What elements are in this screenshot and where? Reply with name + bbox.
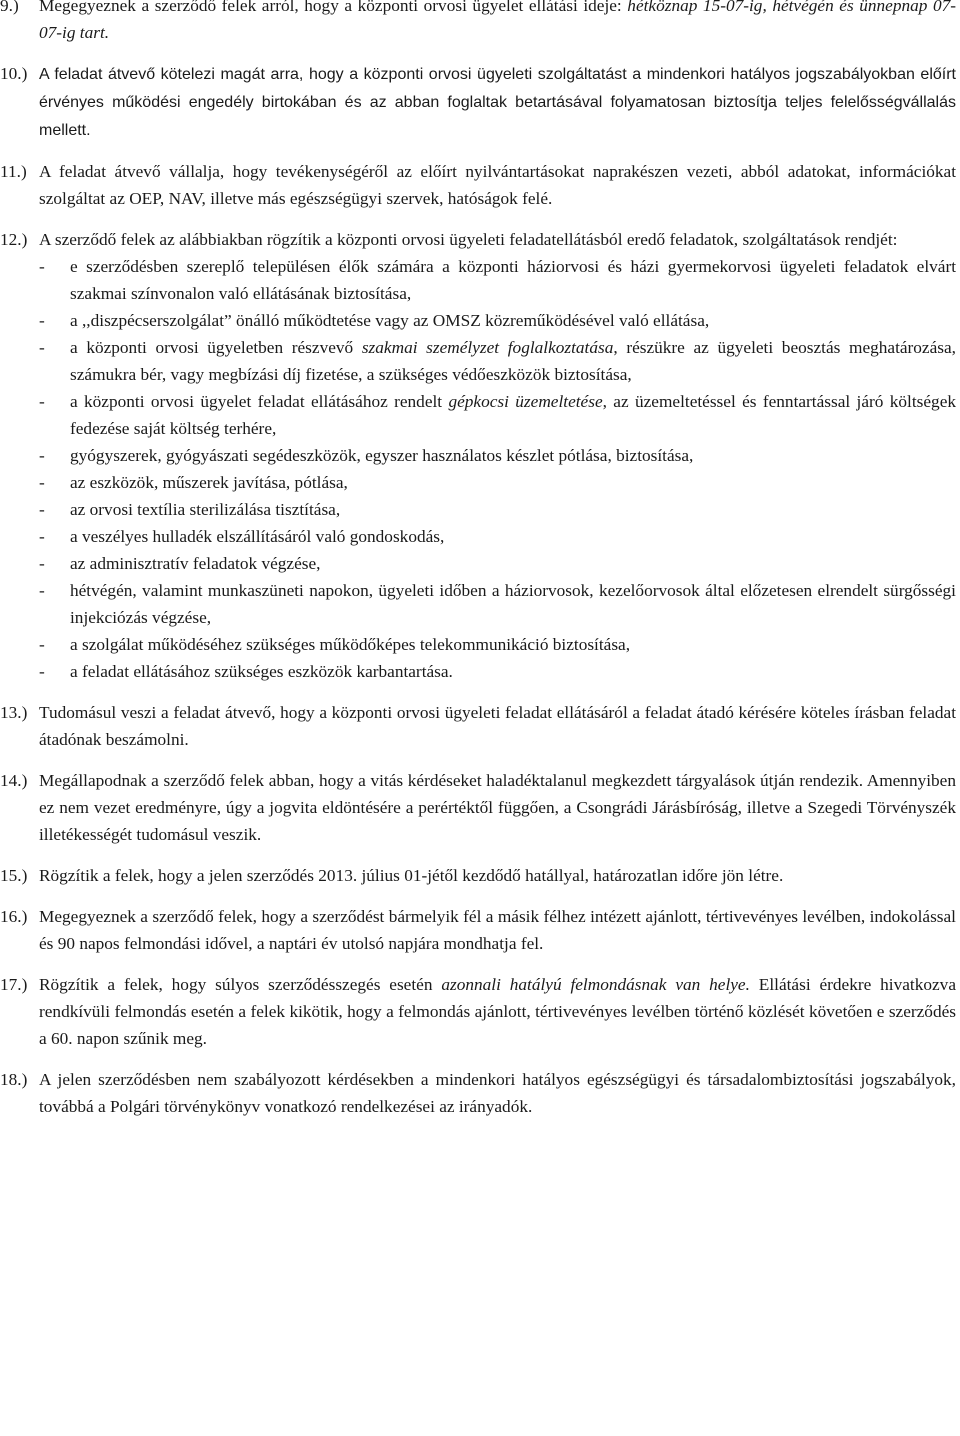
clause-paragraph	[39, 767, 956, 848]
list-dash-marker: -	[39, 527, 45, 546]
text-run: gépkocsi üzemeltetése	[448, 392, 603, 411]
text-run: a ,,diszpécserszolgálat” önálló működtetése vagy az OMSZ közreműködésével való ellátása,	[70, 311, 710, 330]
list-item	[39, 577, 956, 631]
clause-10	[0, 60, 960, 144]
clause-paragraph	[39, 971, 956, 1052]
list-item	[39, 307, 956, 334]
list-item	[39, 550, 956, 577]
clause-paragraph	[39, 226, 956, 253]
text-run: , az üzemeltetéssel és fenntartással járó költségek fedezése saját költség terhére,	[70, 392, 957, 438]
text-run: Tudomásul veszi a feladat átvevő, hogy a központi orvosi ügyeleti feladat ellátásáról a feladat átadó kérésére köteles írásban feladat átadónak beszámolni.	[39, 703, 956, 749]
text-run: Rögzítik a felek, hogy a jelen szerződés 2013. július 01-jétől kezdődő hatállyal, határozatlan időre jön létre.	[39, 866, 784, 885]
text-run: gyógyszerek, gyógyászati segédeszközök, egyszer használatos készlet pótlása, biztosítása,	[70, 446, 694, 465]
text-run: hétköznap 15-07-ig, hétvégén és ünnepnap 07-07-ig tart.	[39, 0, 956, 42]
clause-number: 17.)	[0, 975, 28, 994]
list-item-text	[70, 658, 956, 685]
text-run: a szolgálat működéséhez szükséges működőképes telekommunikáció biztosítása,	[70, 635, 631, 654]
list-dash-marker: -	[39, 392, 45, 411]
text-run: A feladat átvevő vállalja, hogy tevékenységéről az előírt nyilvántartásokat naprakészen vezeti, abból adatokat, információkat szolgáltat az OEP, NAV, illetve más egészségügyi szervek, hatóságok felé.	[39, 162, 956, 208]
clause-text	[39, 60, 960, 144]
list-item	[39, 442, 956, 469]
clause-number: 11.)	[0, 162, 27, 181]
clause-number: 10.)	[0, 64, 28, 83]
list-dash-marker: -	[39, 311, 45, 330]
clause-paragraph	[39, 699, 956, 753]
text-run: Rögzítik a felek, hogy súlyos szerződésszegés esetén	[39, 975, 442, 994]
clause-paragraph	[39, 862, 956, 889]
text-run: a feladat ellátásához szükséges eszközök karbantartása.	[70, 662, 453, 681]
clause-11	[0, 158, 960, 212]
clause-number: 15.)	[0, 866, 28, 885]
clause-17	[0, 971, 960, 1052]
text-run: Megegyeznek a szerződő felek arról, hogy a központi orvosi ügyelet ellátási ideje:	[39, 0, 628, 15]
clause-number: 9.)	[0, 0, 19, 15]
clause-text	[39, 1066, 960, 1120]
text-run: a központi orvosi ügyelet feladat ellátásához rendelt	[70, 392, 449, 411]
list-dash-marker: -	[39, 662, 45, 681]
list-item-text	[70, 550, 956, 577]
text-run: , részükre az ügyeleti beosztás meghatározása, számukra bér, vagy megbízási díj fizetése, a szükséges védőeszközök biztosítása,	[70, 338, 956, 384]
list-item-text	[70, 523, 956, 550]
list-dash-marker: -	[39, 338, 45, 357]
clause-paragraph	[39, 1066, 956, 1120]
clause-18	[0, 1066, 960, 1120]
list-item	[39, 469, 956, 496]
list-dash-marker: -	[39, 581, 45, 600]
list-dash-marker: -	[39, 446, 45, 465]
clause-text	[39, 158, 960, 212]
clause-number: 13.)	[0, 703, 28, 722]
clause-paragraph	[39, 158, 956, 212]
clause-text	[39, 767, 960, 848]
list-item	[39, 388, 956, 442]
text-run: Megállapodnak a szerződő felek abban, hogy a vitás kérdéseket haladéktalanul megkezdett tárgyalások útján rendezik. Amennyiben ez nem vezet eredményre, úgy a jogvita eldöntésére a perértéktől függően, a Csongrádi Járásbíróság, illetve a Szegedi Törvényszék illetékességét tudomásul veszik.	[39, 771, 956, 844]
list-item-text	[70, 631, 956, 658]
text-run: hétvégén, valamint munkaszüneti napokon, ügyeleti időben a háziorvosok, kezelőorvosok által előzetesen elrendelt sürgősségi injekciózás végzése,	[70, 581, 956, 627]
text-run: e szerződésben szereplő településen élők számára a központi háziorvosi és házi gyermekorvosi ügyeleti feladatok elvárt szakmai színvonalon való ellátásának biztosítása,	[70, 257, 956, 303]
text-run: az orvosi textília sterilizálása tisztítása,	[70, 500, 341, 519]
clause-9	[0, 0, 960, 46]
list-dash-marker: -	[39, 554, 45, 573]
clause-16	[0, 903, 960, 957]
clause-paragraph	[39, 903, 956, 957]
text-run: azonnali hatályú felmondásnak van helye.	[441, 975, 750, 994]
clause-number: 14.)	[0, 771, 28, 790]
list-item	[39, 334, 956, 388]
clause-text	[39, 862, 960, 889]
clause-text	[39, 0, 960, 46]
clause-number: 12.)	[0, 230, 28, 249]
list-dash-marker: -	[39, 257, 45, 276]
clause-14	[0, 767, 960, 848]
clause-number: 18.)	[0, 1070, 28, 1089]
text-run: A jelen szerződésben nem szabályozott kérdésekben a mindenkori hatályos egészségügyi és társadalombiztosítási jogszabályok, továbbá a Polgári törvénykönyv vonatkozó rendelkezései az irányadók.	[39, 1070, 956, 1116]
list-item-text	[70, 469, 956, 496]
list-item	[39, 523, 956, 550]
list-dash-marker: -	[39, 473, 45, 492]
clause-text	[39, 903, 960, 957]
list-item	[39, 658, 956, 685]
list-dash-marker: -	[39, 635, 45, 654]
clause-number: 16.)	[0, 907, 28, 926]
list-item	[39, 631, 956, 658]
clause-text	[39, 226, 960, 685]
list-item-text	[70, 334, 956, 388]
list-item-text	[70, 577, 956, 631]
clause-paragraph	[39, 60, 956, 144]
text-run: Megegyeznek a szerződő felek, hogy a szerződést bármelyik fél a másik félhez intézett ajánlott, tértivevényes levélben, indokolással és 90 napos felmondási idővel, a naptári év utolsó napjára mondhatja fel.	[39, 907, 956, 953]
list-item	[39, 496, 956, 523]
list-item-text	[70, 442, 956, 469]
clause-13	[0, 699, 960, 753]
clause-paragraph	[39, 0, 956, 46]
text-run: Ellátási érdekre hivatkozva rendkívüli felmondás esetén a felek kikötik, hogy a felmondás ajánlott, tértivevényes levélben történő közlését követően e szerződés a 60. napon szűnik meg.	[39, 975, 956, 1048]
text-run: az eszközök, műszerek javítása, pótlása,	[70, 473, 348, 492]
text-run: A feladat átvevő kötelezi magát arra, hogy a központi orvosi ügyeleti szolgáltatást a mindenkori hatályos jogszabályokban előírt érvényes működési engedély birtokában és az abban foglaltak betartásával folyamatosan biztosítja teljes felelősségvállalás mellett.	[39, 66, 956, 139]
clause-15	[0, 862, 960, 889]
list-item-text	[70, 388, 956, 442]
clause-12	[0, 226, 960, 685]
text-run: A szerződő felek az alábbiakban rögzítik a központi orvosi ügyeleti feladatellátásból eredő feladatok, szolgáltatások rendjét:	[39, 230, 898, 249]
clause-text	[39, 699, 960, 753]
text-run: a veszélyes hulladék elszállításáról való gondoskodás,	[70, 527, 445, 546]
text-run: a központi orvosi ügyeletben részvevő	[70, 338, 362, 357]
task-list	[39, 253, 956, 685]
list-item-text	[70, 253, 956, 307]
text-run: szakmai személyzet foglalkoztatása	[361, 338, 614, 357]
text-run: az adminisztratív feladatok végzése,	[70, 554, 321, 573]
list-dash-marker: -	[39, 500, 45, 519]
list-item-text	[70, 496, 956, 523]
clause-text	[39, 971, 960, 1052]
list-item	[39, 253, 956, 307]
list-item-text	[70, 307, 956, 334]
